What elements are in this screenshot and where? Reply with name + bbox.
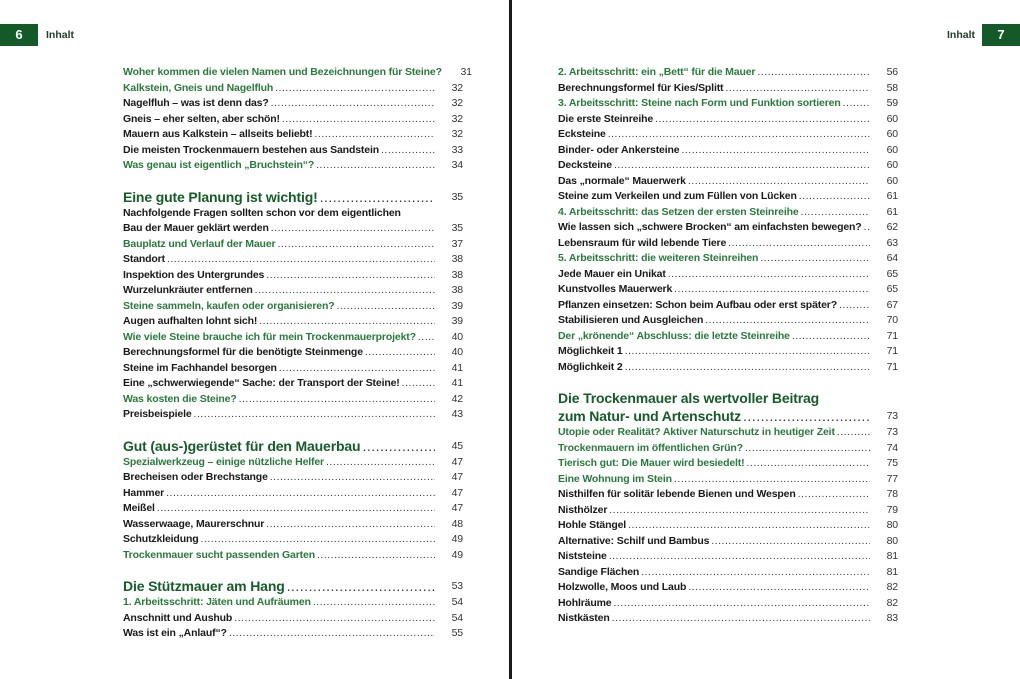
toc-entry[interactable] xyxy=(123,206,463,237)
toc-entry[interactable] xyxy=(558,549,898,565)
entry-page-number: 60 xyxy=(886,143,898,156)
leader-dots xyxy=(798,487,870,503)
entry-title: Bauplatz und Verlauf der Mauer xyxy=(123,237,276,250)
toc-entry[interactable] xyxy=(123,611,463,627)
entry-title-continued: Bau der Mauer geklärt werden xyxy=(123,222,269,234)
toc-entry[interactable] xyxy=(558,344,898,360)
leader-dots xyxy=(277,237,435,253)
entry-title: Die Trockenmauer als wertvoller Beitrag xyxy=(558,390,820,406)
toc-section-entry[interactable] xyxy=(558,456,898,472)
entry-title: Nachfolgende Fragen sollten schon vor dem eigentlichen xyxy=(123,206,401,219)
entry-title: 4. Arbeitsschritt: das Setzen der ersten Steinreihe xyxy=(558,205,799,218)
leader-dots xyxy=(326,455,435,471)
entry-page-number: 38 xyxy=(451,253,463,265)
entry-title: Utopie oder Realität? Aktiver Naturschutz in heutiger Zeit xyxy=(558,426,835,438)
entry-title: Nisthilfen für solitär lebende Bienen und Wespen xyxy=(558,488,796,500)
entry-title: Trockenmauern im öffentlichen Grün? xyxy=(558,441,743,454)
toc-section-entry[interactable] xyxy=(558,441,898,457)
leader-dots xyxy=(745,441,870,457)
toc-section-entry[interactable] xyxy=(123,158,463,174)
leader-dots xyxy=(239,392,435,408)
toc-entry[interactable] xyxy=(558,267,898,283)
leader-dots xyxy=(711,534,870,550)
entry-page-number: 55 xyxy=(451,627,463,639)
entry-title: Niststeine xyxy=(558,550,607,562)
leader-dots xyxy=(266,268,435,284)
entry-page-number: 32 xyxy=(451,81,463,94)
toc-entry[interactable] xyxy=(123,127,463,143)
toc-entry[interactable] xyxy=(558,596,898,612)
entry-page-number: 38 xyxy=(451,268,463,281)
entry-title: Die Stützmauer am Hang xyxy=(123,578,285,594)
entry-page-number: 71 xyxy=(886,329,898,342)
toc-section-entry[interactable] xyxy=(123,81,463,97)
entry-page-number: 49 xyxy=(451,548,463,561)
entry-title: Steine zum Verkeilen und zum Füllen von Lücken xyxy=(558,190,797,202)
entry-page-number: 80 xyxy=(886,534,898,547)
leader-dots xyxy=(608,127,870,143)
leader-dots xyxy=(365,345,435,361)
entry-page-number: 59 xyxy=(886,97,898,109)
entry-page-number: 65 xyxy=(886,267,898,280)
leader-dots xyxy=(266,517,435,533)
entry-page-number: 54 xyxy=(451,596,463,608)
entry-title: Nistkästen xyxy=(558,612,610,624)
leader-dots xyxy=(194,407,435,423)
entry-page-number: 70 xyxy=(886,314,898,326)
leader-dots xyxy=(668,267,870,283)
entry-page-number: 31 xyxy=(460,66,472,78)
toc-entry[interactable] xyxy=(123,314,463,330)
entry-page-number: 67 xyxy=(886,298,898,311)
entry-title: Die erste Steinreihe xyxy=(558,112,654,125)
entry-title: Hohle Stängel xyxy=(558,519,627,531)
entry-page-number: 47 xyxy=(451,486,463,499)
entry-title: 1. Arbeitsschritt: Jäten und Aufräumen xyxy=(123,596,311,608)
leader-dots xyxy=(315,127,436,143)
toc-section-entry[interactable] xyxy=(123,455,463,471)
toc-entry[interactable] xyxy=(123,345,463,361)
leader-dots xyxy=(799,189,870,205)
entry-title: 3. Arbeitsschritt: Steine nach Form und Funktion sortieren xyxy=(558,97,841,109)
entry-title: Kalkstein, Gneis und Nagelfluh xyxy=(123,81,274,94)
leader-dots xyxy=(864,220,870,236)
leader-dots xyxy=(743,407,870,425)
leader-dots xyxy=(705,313,870,329)
entry-page-number: 61 xyxy=(886,205,898,218)
leader-dots xyxy=(229,626,435,642)
entry-title-continued: zum Natur- und Artenschutz xyxy=(558,408,742,424)
leader-dots xyxy=(801,205,870,221)
entry-title: Was ist ein „Anlauf“? xyxy=(123,627,227,639)
toc-entry[interactable] xyxy=(123,252,463,268)
leader-dots xyxy=(655,112,870,128)
toc-entry[interactable] xyxy=(558,220,898,236)
running-head: Inhalt xyxy=(947,29,975,41)
entry-page-number: 32 xyxy=(451,112,463,125)
entry-title: Ecksteine xyxy=(558,128,606,140)
leader-dots xyxy=(418,330,435,346)
leader-dots xyxy=(612,611,870,627)
entry-page-number: 83 xyxy=(886,612,898,624)
entry-page-number: 60 xyxy=(886,174,898,187)
toc-entry[interactable] xyxy=(123,361,463,377)
toc-section-entry[interactable] xyxy=(123,65,472,81)
entry-page-number: 38 xyxy=(451,284,463,296)
leader-dots xyxy=(362,437,435,455)
entry-title: Eine gute Planung ist wichtig! xyxy=(123,188,318,205)
entry-page-number: 47 xyxy=(451,502,463,514)
toc-chapter-entry[interactable] xyxy=(123,577,463,595)
toc-entry[interactable] xyxy=(123,501,463,517)
entry-title: Woher kommen die vielen Namen und Bezeichnungen für Steine? xyxy=(123,66,442,78)
toc-entry[interactable] xyxy=(558,503,898,519)
toc-chapter-entry[interactable] xyxy=(123,188,463,206)
toc-section-entry[interactable] xyxy=(123,595,463,611)
entry-title: Was genau ist eigentlich „Bruchstein“? xyxy=(123,159,315,171)
entry-page-number: 58 xyxy=(886,81,898,94)
toc-section-entry[interactable] xyxy=(558,425,898,441)
page-number-badge: 7 xyxy=(982,24,1020,46)
entry-page-number: 65 xyxy=(886,283,898,295)
entry-title: Möglichkeit 1 xyxy=(558,345,623,357)
toc-entry[interactable] xyxy=(123,626,463,642)
leader-dots xyxy=(625,344,870,360)
leader-dots xyxy=(166,486,435,502)
toc-entry[interactable] xyxy=(123,143,463,159)
entry-title: Anschnitt und Aushub xyxy=(123,611,233,624)
leader-dots xyxy=(688,580,870,596)
entry-page-number: 53 xyxy=(451,580,463,592)
entry-page-number: 81 xyxy=(886,550,898,562)
toc-entry[interactable] xyxy=(558,580,898,596)
toc-section-entry[interactable] xyxy=(558,472,898,488)
toc-entry[interactable] xyxy=(558,518,898,534)
table-of-contents xyxy=(123,65,472,642)
entry-title: Brecheisen oder Brechstange xyxy=(123,471,268,483)
leader-dots xyxy=(167,252,435,268)
entry-page-number: 48 xyxy=(451,517,463,530)
toc-entry[interactable] xyxy=(558,313,898,329)
entry-page-number: 43 xyxy=(451,408,463,420)
entry-title: Schutzkleidung xyxy=(123,533,199,545)
entry-title: Wie lassen sich „schwere Brocken“ am einfachsten bewegen? xyxy=(558,221,862,233)
entry-title: Nisthölzer xyxy=(558,503,608,516)
entry-page-number: 40 xyxy=(451,330,463,343)
entry-title: Gut (aus-)gerüstet für den Mauerbau xyxy=(123,437,361,454)
entry-title: Trockenmauer sucht passenden Garten xyxy=(123,548,315,561)
entry-title: Holzwolle, Moos und Laub xyxy=(558,581,687,593)
toc-entry[interactable] xyxy=(558,112,898,128)
entry-page-number: 75 xyxy=(886,457,898,469)
leader-dots xyxy=(275,81,435,97)
leader-dots xyxy=(270,470,435,486)
entry-page-number: 47 xyxy=(451,471,463,483)
entry-title: Inspektion des Untergrundes xyxy=(123,268,265,281)
entry-page-number: 82 xyxy=(886,581,898,593)
entry-title: Eine Wohnung im Stein xyxy=(558,472,672,485)
entry-page-number: 32 xyxy=(451,128,463,140)
leader-dots xyxy=(614,158,870,174)
leader-dots xyxy=(271,221,435,237)
entry-page-number: 77 xyxy=(886,472,898,485)
entry-page-number: 56 xyxy=(886,66,898,78)
toc-entry[interactable] xyxy=(123,517,463,533)
entry-page-number: 73 xyxy=(886,426,898,438)
entry-page-number: 71 xyxy=(886,345,898,357)
leader-dots xyxy=(757,65,870,81)
entry-title: Berechnungsformel für Kies/Splitt xyxy=(558,81,724,94)
toc-entry[interactable] xyxy=(558,236,898,252)
entry-title: Kunstvolles Mauerwerk xyxy=(558,283,673,295)
toc-entry[interactable] xyxy=(558,81,898,97)
leader-dots xyxy=(381,143,435,159)
leader-dots xyxy=(201,532,436,548)
toc-section-entry[interactable] xyxy=(558,96,898,112)
entry-title: Spezialwerkzeug – einige nützliche Helfer xyxy=(123,455,324,468)
toc-section-entry[interactable] xyxy=(123,299,463,315)
entry-page-number: 60 xyxy=(886,159,898,171)
entry-page-number: 60 xyxy=(886,128,898,140)
leader-dots xyxy=(271,96,435,112)
entry-title: Wie viele Steine brauche ich für mein Trockenmauerprojekt? xyxy=(123,330,416,343)
entry-title: 5. Arbeitsschritt: die weiteren Steinreihen xyxy=(558,252,759,264)
leader-dots xyxy=(688,174,870,190)
toc-entry[interactable] xyxy=(558,565,898,581)
entry-title: Das „normale“ Mauerwerk xyxy=(558,174,686,187)
toc-chapter-entry[interactable] xyxy=(558,389,898,425)
running-head: Inhalt xyxy=(46,29,74,41)
entry-page-number: 62 xyxy=(886,221,898,233)
entry-page-number: 45 xyxy=(451,439,463,452)
entry-title: Wasserwaage, Maurerschnur xyxy=(123,517,265,530)
entry-page-number: 81 xyxy=(886,565,898,578)
entry-title: Decksteine xyxy=(558,159,612,171)
entry-title: Hohlräume xyxy=(558,596,612,609)
leader-dots xyxy=(279,361,435,377)
leader-dots xyxy=(255,283,435,299)
leader-dots xyxy=(313,595,435,611)
entry-page-number: 78 xyxy=(886,488,898,500)
entry-title: Die meisten Trockenmauern bestehen aus Sandstein xyxy=(123,143,379,156)
entry-page-number: 61 xyxy=(886,190,898,202)
toc-entry[interactable] xyxy=(558,487,898,503)
entry-page-number: 64 xyxy=(886,252,898,264)
right-page xyxy=(513,0,1020,679)
leader-dots xyxy=(157,501,435,517)
toc-entry[interactable] xyxy=(558,611,898,627)
leader-dots xyxy=(287,577,435,595)
toc-section-entry[interactable] xyxy=(123,392,463,408)
entry-title: 2. Arbeitsschritt: ein „Bett“ für die Mauer xyxy=(558,66,756,78)
toc-entry[interactable] xyxy=(123,407,463,423)
toc-entry[interactable] xyxy=(558,360,898,376)
leader-dots xyxy=(628,518,870,534)
leader-dots xyxy=(837,425,870,441)
entry-page-number: 42 xyxy=(451,392,463,405)
entry-title: Jede Mauer ein Unikat xyxy=(558,267,666,280)
entry-page-number: 41 xyxy=(451,377,463,389)
entry-title: Möglichkeit 2 xyxy=(558,360,623,373)
entry-page-number: 54 xyxy=(451,611,463,624)
leader-dots xyxy=(725,81,870,97)
leader-dots xyxy=(747,456,871,472)
entry-title: Preisbeispiele xyxy=(123,408,192,420)
toc-entry[interactable] xyxy=(123,376,463,392)
entry-title: Standort xyxy=(123,253,165,265)
toc-section-entry[interactable] xyxy=(558,329,898,345)
toc-entry[interactable] xyxy=(123,283,463,299)
leader-dots xyxy=(320,188,435,206)
leader-dots xyxy=(609,503,870,519)
leader-dots xyxy=(234,611,435,627)
toc-entry[interactable] xyxy=(123,112,463,128)
entry-page-number: 39 xyxy=(451,315,463,327)
toc-section-entry[interactable] xyxy=(558,205,898,221)
toc-entry[interactable] xyxy=(123,268,463,284)
leader-dots xyxy=(760,251,870,267)
leader-dots xyxy=(843,96,870,112)
table-of-contents xyxy=(558,65,898,627)
entry-page-number: 34 xyxy=(451,159,463,171)
leader-dots xyxy=(614,596,871,612)
leader-dots xyxy=(674,472,870,488)
entry-title: Mauern aus Kalkstein – allseits beliebt! xyxy=(123,128,313,140)
entry-page-number: 60 xyxy=(886,112,898,125)
toc-entry[interactable] xyxy=(558,282,898,298)
entry-page-number: 47 xyxy=(451,455,463,468)
toc-entry[interactable] xyxy=(123,532,463,548)
entry-page-number: 73 xyxy=(886,410,898,422)
entry-page-number: 79 xyxy=(886,503,898,516)
entry-page-number: 39 xyxy=(451,299,463,312)
toc-entry[interactable] xyxy=(123,96,463,112)
toc-section-entry[interactable] xyxy=(123,548,463,564)
leader-dots xyxy=(625,360,870,376)
entry-title: Binder- oder Ankersteine xyxy=(558,143,680,156)
leader-dots xyxy=(317,548,435,564)
entry-title: Augen aufhalten lohnt sich! xyxy=(123,315,258,327)
entry-title: Stabilisieren und Ausgleichen xyxy=(558,314,704,326)
toc-entry[interactable] xyxy=(558,534,898,550)
toc-section-entry[interactable] xyxy=(123,330,463,346)
page-gutter-divider xyxy=(509,0,512,679)
entry-title: Steine im Fachhandel besorgen xyxy=(123,361,277,374)
toc-section-entry[interactable] xyxy=(123,237,463,253)
toc-section-entry[interactable] xyxy=(558,251,898,267)
entry-page-number: 35 xyxy=(451,190,463,203)
entry-title: Eine „schwerwiegende“ Sache: der Transport der Steine! xyxy=(123,377,400,389)
leader-dots xyxy=(728,236,870,252)
toc-entry[interactable] xyxy=(558,189,898,205)
toc-entry[interactable] xyxy=(558,298,898,314)
toc-entry[interactable] xyxy=(123,486,463,502)
toc-chapter-entry[interactable] xyxy=(123,437,463,455)
leader-dots xyxy=(641,565,870,581)
entry-title: Meißel xyxy=(123,502,155,514)
leader-dots xyxy=(402,376,435,392)
leader-dots xyxy=(282,112,435,128)
entry-title: Berechnungsformel für die benötigte Steinmenge xyxy=(123,346,363,358)
entry-title: Lebensraum für wild lebende Tiere xyxy=(558,236,727,249)
entry-page-number: 41 xyxy=(451,361,463,374)
entry-title: Was kosten die Steine? xyxy=(123,392,237,405)
toc-entry[interactable] xyxy=(123,470,463,486)
entry-page-number: 33 xyxy=(451,143,463,156)
entry-title: Sandige Flächen xyxy=(558,565,640,578)
leader-dots xyxy=(674,282,870,298)
leader-dots xyxy=(792,329,870,345)
leader-dots xyxy=(316,158,435,174)
entry-title: Nagelfluh – was ist denn das? xyxy=(123,97,269,109)
entry-page-number: 63 xyxy=(886,236,898,249)
entry-page-number: 80 xyxy=(886,519,898,531)
entry-title: Der „krönende“ Abschluss: die letzte Steinreihe xyxy=(558,329,790,342)
page-number-badge: 6 xyxy=(0,24,38,46)
entry-page-number: 49 xyxy=(451,533,463,545)
toc-entry[interactable] xyxy=(558,127,898,143)
toc-entry[interactable] xyxy=(558,158,898,174)
leader-dots xyxy=(681,143,870,159)
entry-page-number: 32 xyxy=(451,97,463,109)
toc-section-entry[interactable] xyxy=(558,65,898,81)
leader-dots xyxy=(609,549,870,565)
entry-title: Alternative: Schilf und Bambus xyxy=(558,534,710,547)
entry-page-number: 74 xyxy=(886,441,898,454)
entry-title: Wurzelunkräuter entfernen xyxy=(123,284,253,296)
entry-page-number: 40 xyxy=(451,346,463,358)
entry-title: Hammer xyxy=(123,486,165,499)
toc-entry[interactable] xyxy=(558,174,898,190)
entry-title: Pflanzen einsetzen: Schon beim Aufbau oder erst später? xyxy=(558,298,837,311)
entry-title: Steine sammeln, kaufen oder organisieren? xyxy=(123,299,335,312)
entry-page-number: 71 xyxy=(886,360,898,373)
leader-dots xyxy=(337,299,436,315)
entry-page-number: 35 xyxy=(451,222,463,234)
leader-dots xyxy=(259,314,435,330)
toc-entry[interactable] xyxy=(558,143,898,159)
entry-page-number: 37 xyxy=(451,237,463,250)
entry-title: Gneis – eher selten, aber schön! xyxy=(123,112,280,125)
entry-page-number: 82 xyxy=(886,596,898,609)
leader-dots xyxy=(839,298,870,314)
entry-title: Tierisch gut: Die Mauer wird besiedelt! xyxy=(558,457,745,469)
left-page xyxy=(0,0,509,679)
